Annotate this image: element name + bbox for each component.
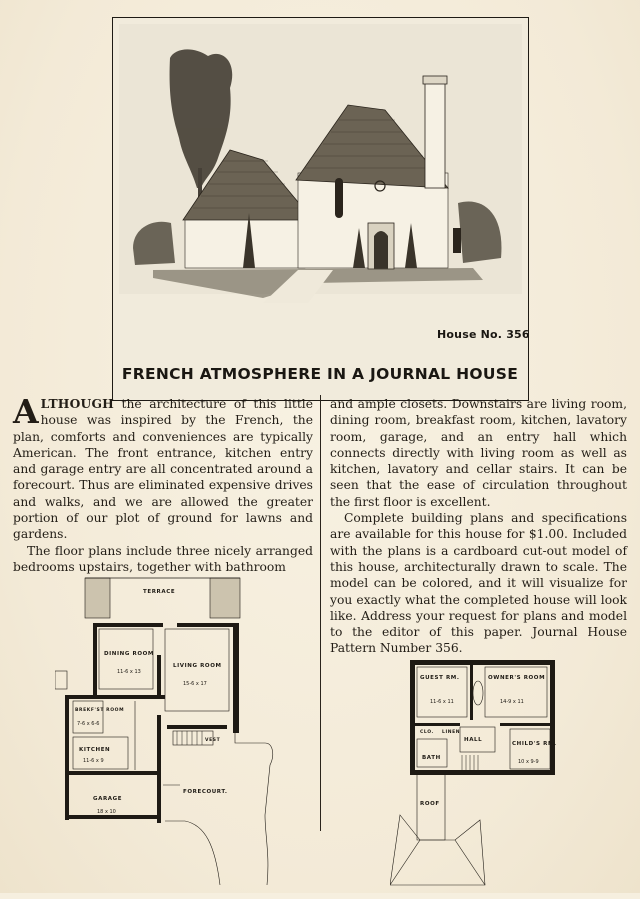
vestibule-label: VEST	[205, 738, 221, 743]
second-floor-plan	[390, 655, 570, 895]
childs-room-label: CHILD'S RM.	[512, 741, 557, 747]
drop-cap: A	[13, 392, 39, 431]
kitchen-dim: 11-6 x 9	[83, 758, 104, 764]
terrace-label: TERRACE	[143, 589, 176, 595]
paragraph-2-continued: and ample closets. Downstairs are living room, dining room, breakfast room, kitchen, lavatory room, garage, and an entry hall which connects directly with living room as well as kitchen, lavatory and cellar stairs. It can be seen that the ease of circulation throughout the first floor is excellent.	[330, 397, 627, 509]
terrace-stonework	[85, 578, 240, 618]
owners-room-dim: 14-9 x 11	[500, 699, 524, 705]
house-illustration	[112, 17, 529, 401]
breakfast-room-label: BREKF'ST ROOM	[75, 708, 125, 713]
illustration-caption: House No. 356	[437, 328, 530, 341]
guest-room-label: GUEST RM.	[420, 675, 460, 681]
kitchen-label: KITCHEN	[79, 747, 111, 753]
article-column-left	[13, 392, 313, 575]
paragraph-2-start: The floor plans include three nicely arranged bedrooms upstairs, together with bathroom	[13, 543, 313, 574]
forecourt-label: FORECOURT.	[183, 789, 228, 795]
living-room-label: LIVING ROOM	[173, 663, 222, 669]
lead-caps: LTHOUGH	[40, 396, 114, 411]
bath-label: BATH	[422, 755, 441, 761]
linen-label: LINEN	[442, 730, 461, 735]
closet-label: CLO.	[420, 730, 434, 735]
breakfast-room-dim: 7-6 x 6-6	[77, 721, 100, 727]
garage-label: GARAGE	[93, 796, 123, 802]
first-floor-plan	[55, 575, 295, 895]
paragraph-1-text: the architecture of this little house was inspired by the French, the plan, comforts and conveniences are typically American. The front entrance, kitchen entry and garage entry are all concentrated around a forecourt. Thus are eliminated expensive drives and walks, and we are allowed the greater portion of our plot of ground for lawns and gardens.	[13, 397, 313, 542]
guest-room-dim: 11-6 x 11	[430, 699, 454, 705]
living-room-dim: 15-6 x 17	[183, 681, 207, 687]
hall-label: HALL	[464, 737, 483, 743]
paragraph-1	[13, 392, 313, 543]
column-divider	[320, 395, 321, 831]
dining-room-label: DINING ROOM	[104, 651, 154, 657]
garage-dim: 18 x 10	[97, 809, 116, 815]
article-headline: FRENCH ATMOSPHERE IN A JOURNAL HOUSE	[121, 365, 519, 383]
childs-room-dim: 10 x 9-9	[518, 759, 539, 765]
paragraph-3: Complete building plans and specifications are available for this house for $1.00. Included with the plans is a cardboard cut-out model of this house, architecturally drawn to scale. The model can be colored, and it will visualize for you exactly what the completed house will look like. Address your request for plans and model to the editor of this paper. Journal House Pattern Number 356.	[330, 511, 627, 656]
article-column-right	[330, 396, 627, 657]
dining-room-dim: 11-6 x 13	[117, 669, 141, 675]
roof-label: ROOF	[420, 801, 440, 807]
owners-room-label: OWNER'S ROOM	[488, 675, 546, 681]
